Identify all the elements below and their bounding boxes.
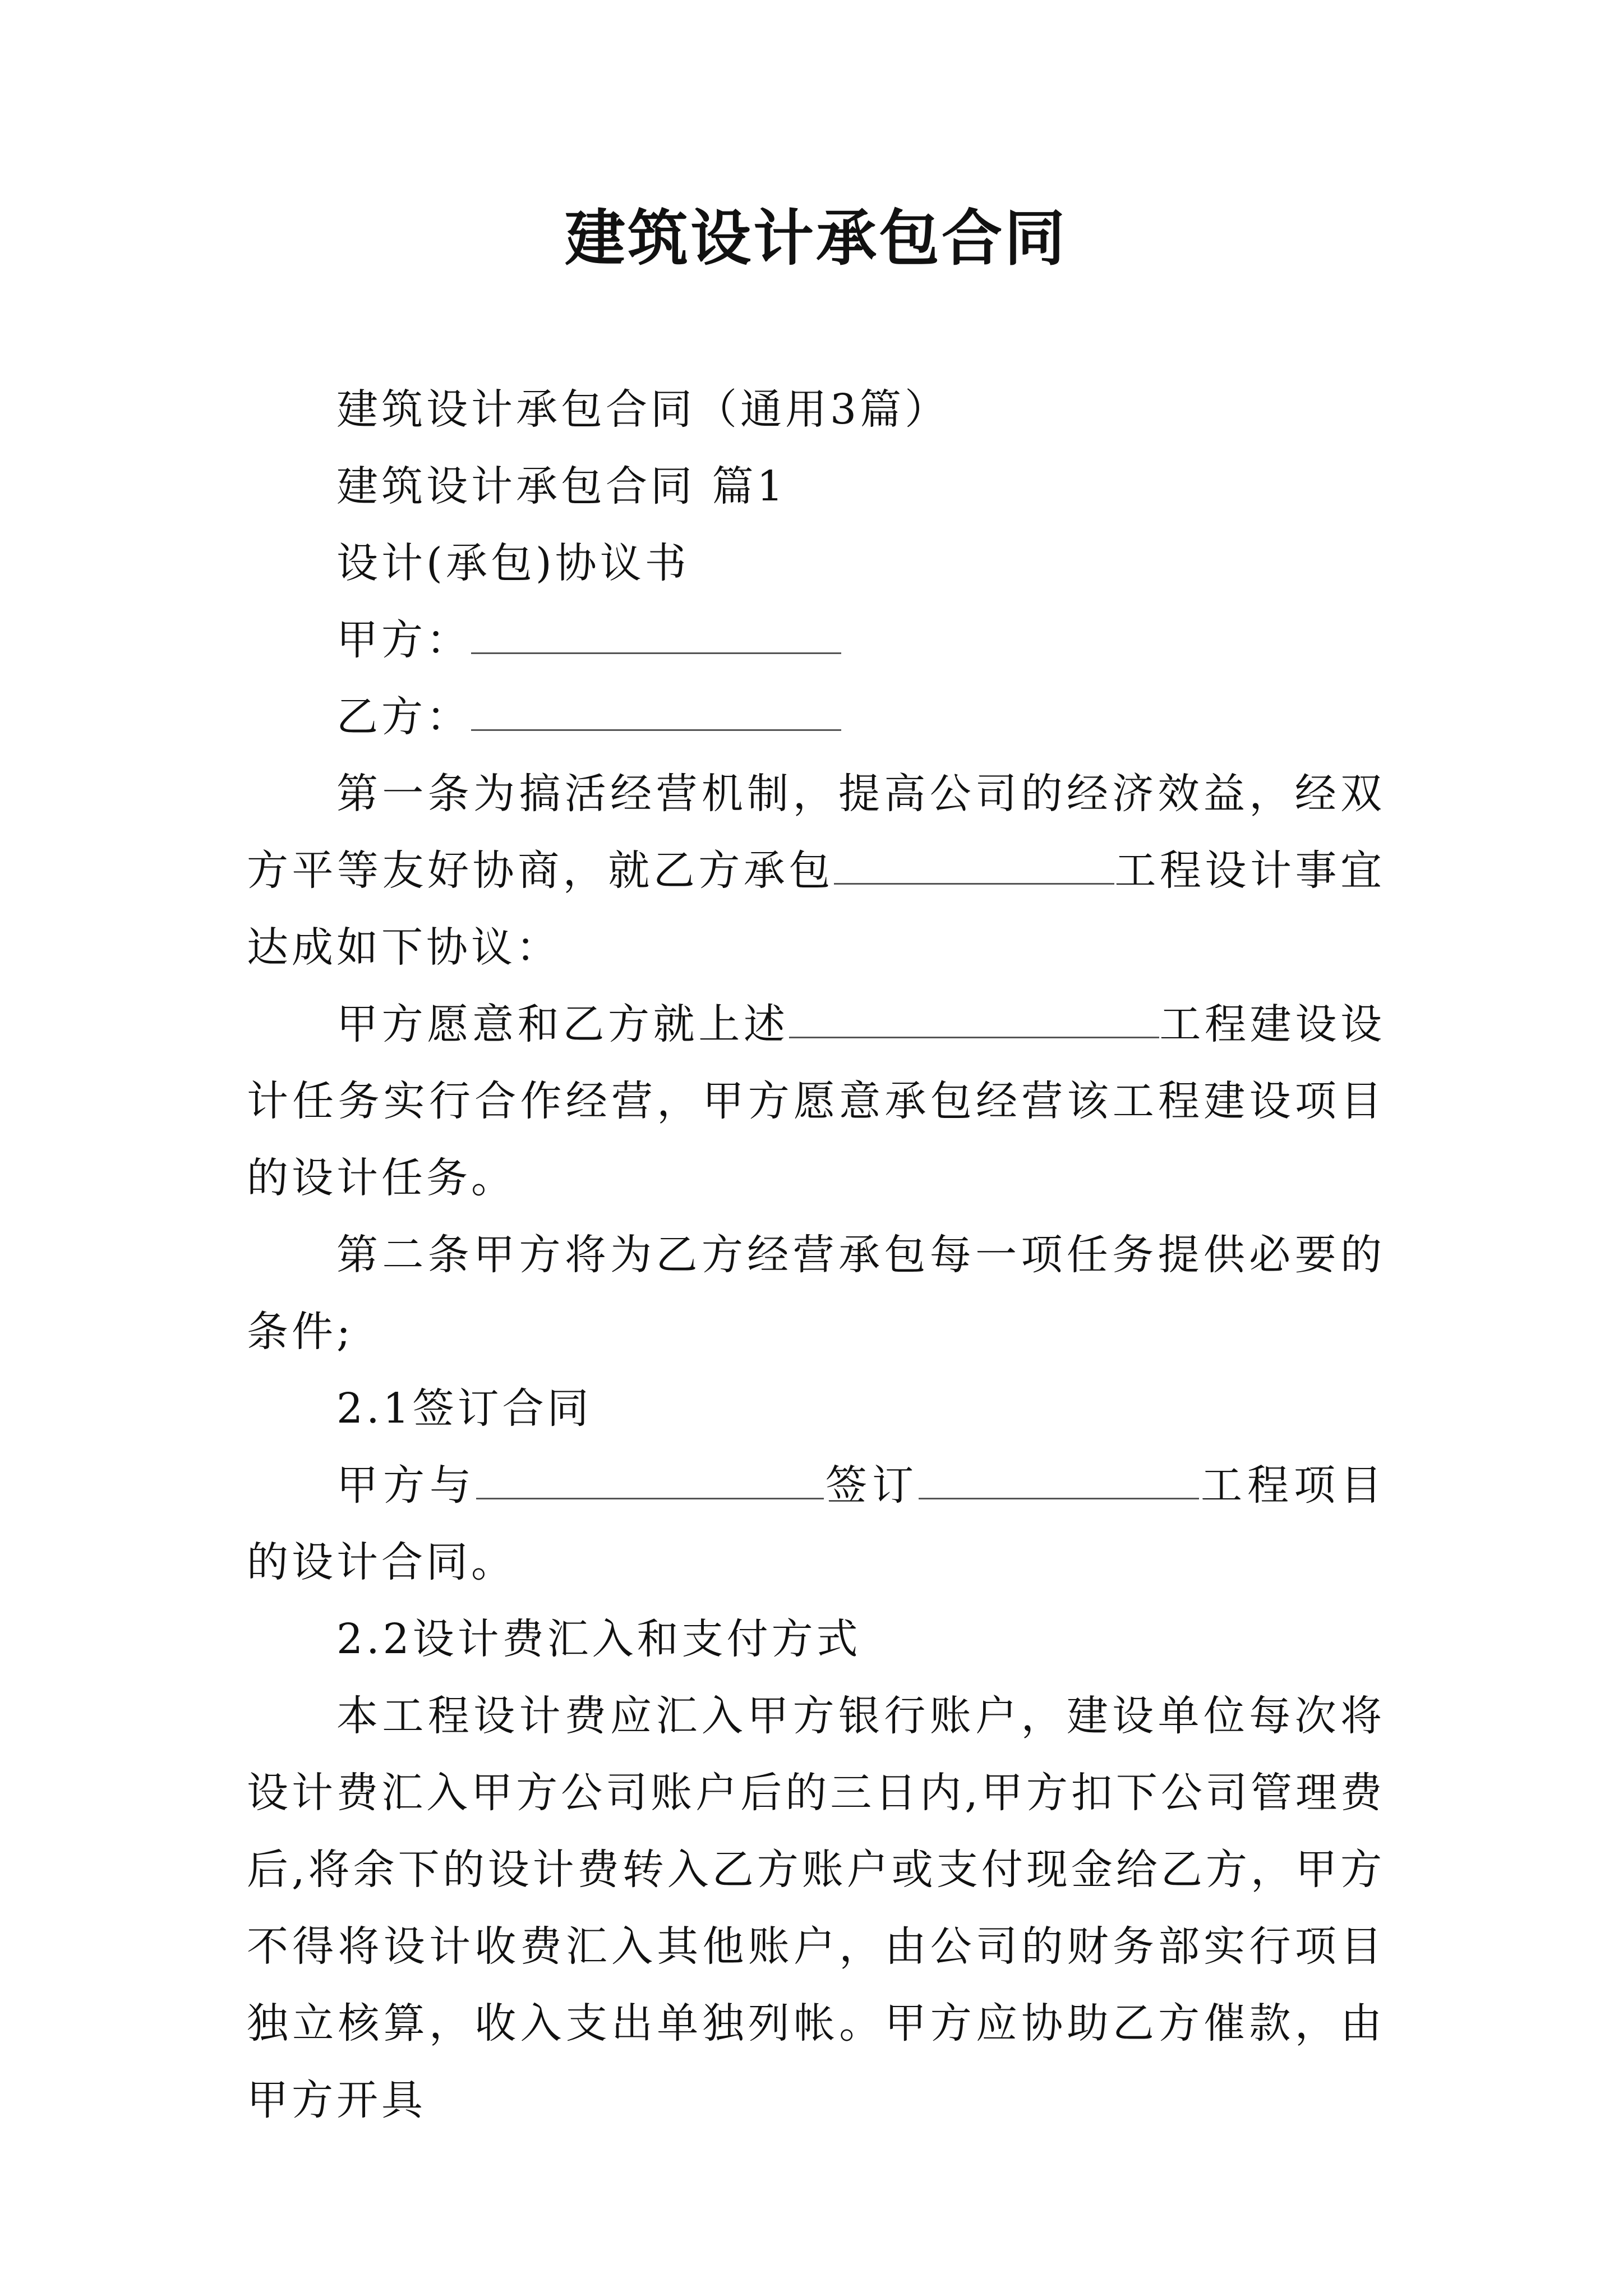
article-1-blank bbox=[834, 837, 1114, 885]
paragraph-heading-part1: 建筑设计承包合同 篇1 bbox=[336, 462, 787, 510]
paragraph-party-b bbox=[247, 679, 1385, 756]
document-title: 建筑设计承包合同 bbox=[564, 203, 1067, 274]
paragraph-cooperation bbox=[247, 986, 1385, 1217]
paragraph-heading-collection: 建筑设计承包合同（通用3篇） bbox=[336, 385, 950, 434]
paragraph-payment: 本工程设计费应汇入甲方银行账户，建设单位每次将设计费汇入甲方公司账户后的三日内,甲方扣下公司管理费后,将余下的设计费转入乙方账户或支付现金给乙方，甲方不得将设计收费汇入其他账户，由公司的财务部实行项目独立核算，收入支出单独列帐。甲方应协助乙方催款，由甲方开具 bbox=[247, 1692, 1385, 2124]
article-1-text-b: 工程设计事宜达成如下协议： bbox=[247, 846, 1386, 972]
party-a-label: 甲方： bbox=[336, 616, 471, 664]
paragraph-section-2-2: 2.2设计费汇入和支付方式 bbox=[336, 1615, 861, 1663]
sign-text-b: 签订 bbox=[824, 1461, 919, 1510]
party-a-blank bbox=[471, 606, 841, 654]
cooperation-text-a: 甲方愿意和乙方就上述 bbox=[336, 1000, 789, 1048]
paragraph-article-2: 第二条甲方将为乙方经营承包每一项任务提供必要的条件; bbox=[247, 1231, 1385, 1356]
article-1-text-a: 第一条为搞活经营机制，提高公司的经济效益，经双方平等友好协商，就乙方承包 bbox=[247, 770, 1385, 895]
sign-text-a: 甲方与 bbox=[336, 1461, 476, 1510]
cooperation-text-b: 工程建设设计任务实行合作经营，甲方愿意承包经营该工程建设项目的设计任务。 bbox=[247, 1000, 1386, 1202]
sign-blank-project bbox=[919, 1452, 1199, 1499]
paragraph-section-2-1: 2.1签订合同 bbox=[336, 1384, 592, 1433]
sign-blank-party bbox=[476, 1452, 824, 1499]
sign-text-c: 工程项目的设计合同。 bbox=[247, 1461, 1385, 1586]
party-b-blank bbox=[471, 683, 841, 731]
cooperation-blank bbox=[789, 991, 1159, 1038]
paragraph-article-1 bbox=[247, 756, 1385, 986]
party-b-label: 乙方： bbox=[336, 693, 471, 741]
paragraph-agreement-title: 设计(承包)协议书 bbox=[336, 539, 690, 587]
paragraph-sign-contract bbox=[247, 1447, 1385, 1601]
document-body bbox=[247, 371, 1385, 2139]
paragraph-party-a bbox=[247, 602, 1385, 679]
